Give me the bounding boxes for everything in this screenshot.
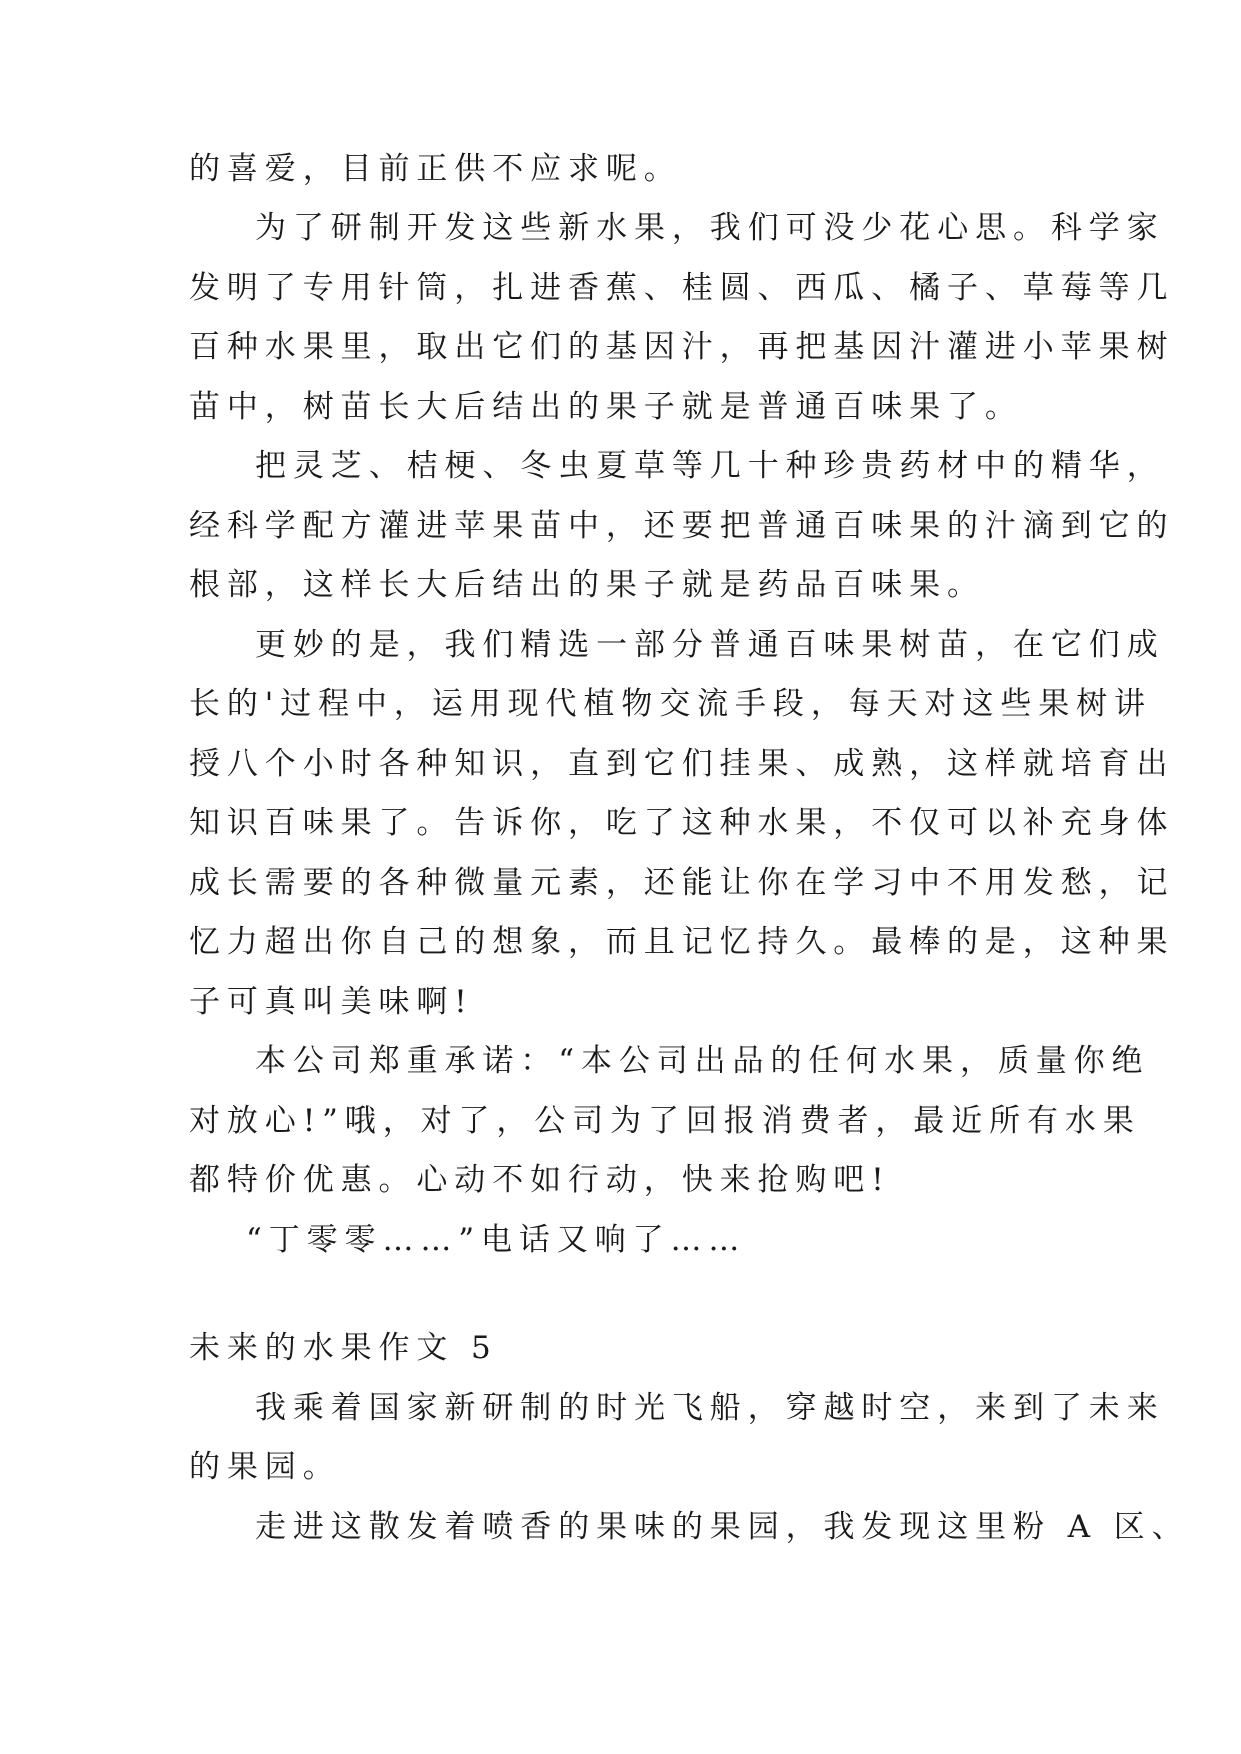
- paragraph-line: 根部，这样长大后结出的果子就是药品百味果。: [189, 567, 985, 603]
- paragraph-line: 苗中，树苗长大后结出的果子就是普通百味果了。: [189, 389, 1023, 425]
- paragraph-line: 走进这散发着喷香的果味的果园，我发现这里粉 A 区、: [255, 1509, 1190, 1545]
- paragraph-line: 发明了专用针筒，扎进香蕉、桂圆、西瓜、橘子、草莓等几: [189, 270, 1175, 306]
- paragraph-line: 经科学配方灌进苹果苗中，还要把普通百味果的汁滴到它的: [189, 508, 1175, 544]
- paragraph-line: 的果园。: [189, 1449, 341, 1485]
- paragraph-line: 长的'过程中，运用现代植物交流手段，每天对这些果树讲: [189, 686, 1152, 722]
- paragraph-line: 知识百味果了。告诉你，吃了这种水果，不仅可以补充身体: [189, 805, 1175, 841]
- paragraph-line: 百种水果里，取出它们的基因汁，再把基因汁灌进小苹果树: [189, 329, 1175, 365]
- paragraph-line: 本公司郑重承诺：“本公司出品的任何水果，质量你绝: [255, 1043, 1150, 1079]
- paragraph-line: 都特价优惠。心动不如行动，快来抢购吧!: [189, 1162, 891, 1198]
- paragraph-line: 把灵芝、桔梗、冬虫夏草等几十种珍贵药材中的精华，: [255, 448, 1165, 484]
- paragraph-line: 授八个小时各种知识，直到它们挂果、成熟，这样就培育出: [189, 746, 1175, 782]
- section-heading: 未来的水果作文 5: [189, 1330, 498, 1366]
- paragraph-line: 成长需要的各种微量元素，还能让你在学习中不用发愁，记: [189, 865, 1175, 901]
- paragraph-line: 更妙的是，我们精选一部分普通百味果树苗，在它们成: [255, 627, 1165, 663]
- paragraph-line: 我乘着国家新研制的时光飞船，穿越时空，来到了未来: [255, 1390, 1165, 1426]
- paragraph-line: “丁零零……”电话又响了……: [246, 1222, 747, 1258]
- paragraph-line: 对放心!”哦，对了，公司为了回报消费者，最近所有水果: [189, 1103, 1141, 1139]
- paragraph-line: 的喜爱，目前正供不应求呢。: [189, 151, 682, 187]
- paragraph-line: 为了研制开发这些新水果，我们可没少花心思。科学家: [255, 210, 1165, 246]
- paragraph-line: 忆力超出你自己的想象，而且记忆持久。最棒的是，这种果: [189, 924, 1175, 960]
- paragraph-line: 子可真叫美味啊!: [189, 984, 474, 1020]
